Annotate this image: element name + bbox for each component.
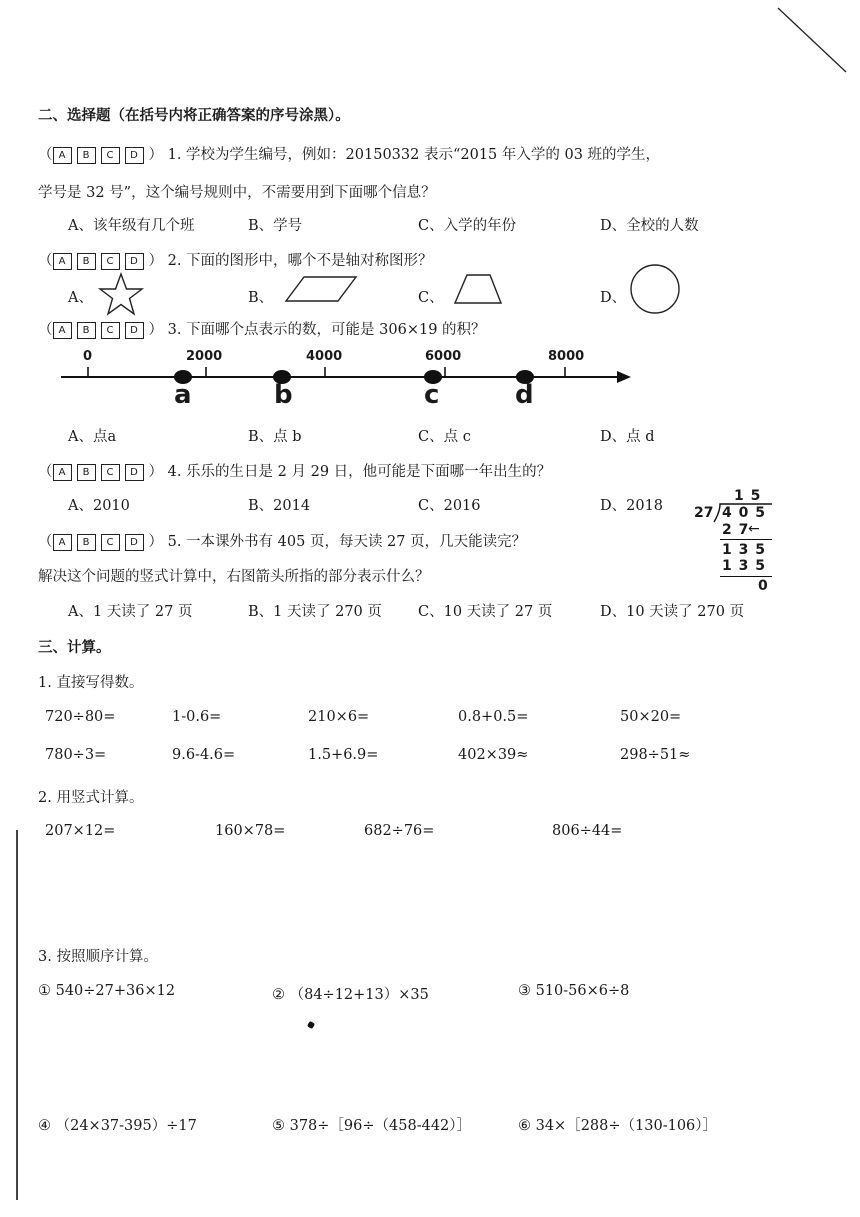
mental-math-1: 720÷80= [45,709,116,725]
division-bracket [712,502,774,524]
tick-label-8000: 8000 [548,349,585,364]
q5-option-d: D、10 天读了 270 页 [600,604,745,620]
q4-option-b: B、2014 [248,498,311,514]
answer-bubbles-q4[interactable] [53,464,149,481]
q3-option-d: D、点 d [600,429,655,445]
q4-option-c: C、2016 [418,498,481,514]
bubble-d[interactable]: D [125,464,144,481]
question-4-text: 4. 乐乐的生日是 2 月 29 日，他可能是下面哪一年出生的？ [167,464,552,480]
mental-math-10: 298÷51≈ [620,747,691,763]
number-line-arrowhead [617,371,631,383]
trapezoid-icon [452,272,504,306]
division-remainder: 0 [758,578,768,594]
q4-option-a: A、2010 [68,498,130,514]
point-label-d: d [515,380,534,410]
bubble-b[interactable]: B [77,534,96,551]
question-5: （ A B C D ） 5. 一本课外书有 405 页，每天读 27 页，几天能读完？ [38,534,527,550]
q1-option-a: A、该年级有几个班 [68,218,195,234]
question-3-text: 3. 下面哪个点表示的数，可能是 306×19 的积？ [167,322,486,338]
answer-bubbles-q2[interactable] [53,253,149,270]
bubble-a[interactable]: A [53,253,72,270]
question-5-text: 5. 一本课外书有 405 页，每天读 27 页，几天能读完？ [167,534,527,550]
bubble-b[interactable]: B [77,464,96,481]
mental-math-8: 1.5+6.9= [308,747,379,763]
bubble-a[interactable]: A [53,322,72,339]
order-calc-2: ② （84÷12+13）×35 [272,987,429,1003]
question-4: （ A B C D ） 4. 乐乐的生日是 2 月 29 日，他可能是下面哪一年出生的？ [38,464,552,480]
question-1-text: 1. 学校为学生编号，例如：20150332 表示“2015 年入学的 03 班的学生， [167,147,661,163]
corner-fold-line [770,0,860,80]
bubble-c[interactable]: C [101,253,120,270]
question-2-text: 2. 下面的图形中，哪个不是轴对称图形？ [167,253,433,269]
circle-icon [628,262,682,316]
bubble-c[interactable]: C [101,147,120,164]
answer-bubbles-q5[interactable] [53,534,149,551]
bubble-d[interactable]: D [125,253,144,270]
q3-option-b: B、点 b [248,429,302,445]
vertical-calc-1: 207×12= [45,823,116,839]
vertical-calc-4: 806÷44= [552,823,623,839]
mental-math-9: 402×39≈ [458,747,529,763]
q3-option-c: C、点 c [418,429,471,445]
section-heading-calculation: 三、计算。 [38,640,111,656]
division-step-1: 2 7 [722,522,750,538]
bubble-c[interactable]: C [101,464,120,481]
q3-option-a: A、点a [68,429,117,445]
answer-bubbles-q3[interactable] [53,322,149,339]
order-calc-1: ① 540÷27+36×12 [38,983,176,999]
mental-math-2: 1-0.6= [172,709,222,725]
point-label-b: b [274,380,293,410]
long-division-figure [690,488,790,598]
q5-option-c: C、10 天读了 27 页 [418,604,553,620]
vertical-calc-3: 682÷76= [364,823,435,839]
question-1: （ A B C D ） 1. 学校为学生编号，例如：20150332 表示“2015 年入学的 03 班的学生， [38,147,661,163]
bubble-a[interactable]: A [53,147,72,164]
bubble-b[interactable]: B [77,322,96,339]
bubble-c[interactable]: C [101,534,120,551]
bubble-c[interactable]: C [101,322,120,339]
tick-label-6000: 6000 [425,349,462,364]
part-3-title: 3. 按照顺序计算。 [38,949,158,965]
bubble-d[interactable]: D [125,147,144,164]
point-label-c: c [424,380,440,410]
division-dividend: 4 0 5 [722,505,766,521]
arrow-left-icon: ← [748,521,760,537]
mental-math-7: 9.6-4.6= [172,747,236,763]
division-rule-1 [720,539,772,540]
bubble-d[interactable]: D [125,322,144,339]
question-3: （ A B C D ） 3. 下面哪个点表示的数，可能是 306×19 的积？ [38,322,486,338]
division-step-3: 1 3 5 [722,558,766,574]
division-divisor: 27 [694,505,714,521]
q5-option-b: B、1 天读了 270 页 [248,604,382,620]
tick-label-0: 0 [83,349,93,364]
left-margin-line [16,830,18,1200]
section-heading-choice: 二、选择题（在括号内将正确答案的序号涂黑）。 [38,108,350,124]
ink-mark [307,1021,315,1029]
question-1-text-cont: 学号是 32 号”，这个编号规则中，不需要用到下面哪个信息？ [38,185,436,201]
division-step-2: 1 3 5 [722,542,766,558]
q1-option-b: B、学号 [248,218,303,234]
order-calc-3: ③ 510-56×6÷8 [518,983,630,999]
bubble-d[interactable]: D [125,534,144,551]
tick-label-4000: 4000 [306,349,343,364]
order-calc-5: ⑤ 378÷［96÷（458-442）］ [272,1118,472,1134]
q2-option-a: A、 [68,290,93,306]
tick-label-2000: 2000 [186,349,223,364]
q2-option-c: C、 [418,290,444,306]
mental-math-5: 50×20= [620,709,682,725]
bubble-b[interactable]: B [77,253,96,270]
question-2: （ A B C D ） 2. 下面的图形中，哪个不是轴对称图形？ [38,253,433,269]
mental-math-4: 0.8+0.5= [458,709,529,725]
vertical-calc-2: 160×78= [215,823,286,839]
order-calc-4: ④ （24×37-395）÷17 [38,1118,197,1134]
bubble-b[interactable]: B [77,147,96,164]
part-1-title: 1. 直接写得数。 [38,675,144,691]
division-quotient: 1 5 [734,488,762,504]
mental-math-6: 780÷3= [45,747,107,763]
q4-option-d: D、2018 [600,498,664,514]
bubble-a[interactable]: A [53,534,72,551]
bubble-a[interactable]: A [53,464,72,481]
q2-option-d: D、 [600,290,627,306]
parallelogram-icon [282,274,360,304]
q2-option-b: B、 [248,290,274,306]
point-label-a: a [174,380,192,410]
question-5-text-cont: 解决这个问题的竖式计算中，右图箭头所指的部分表示什么？ [38,569,430,585]
q1-option-d: D、全校的人数 [600,218,699,234]
part-2-title: 2. 用竖式计算。 [38,790,144,806]
star-icon [97,272,145,318]
order-calc-6: ⑥ 34×［288÷（130-106）］ [518,1118,718,1134]
mental-math-3: 210×6= [308,709,370,725]
q5-option-a: A、1 天读了 27 页 [68,604,193,620]
q1-option-c: C、入学的年份 [418,218,517,234]
answer-bubbles-q1[interactable] [53,147,149,164]
